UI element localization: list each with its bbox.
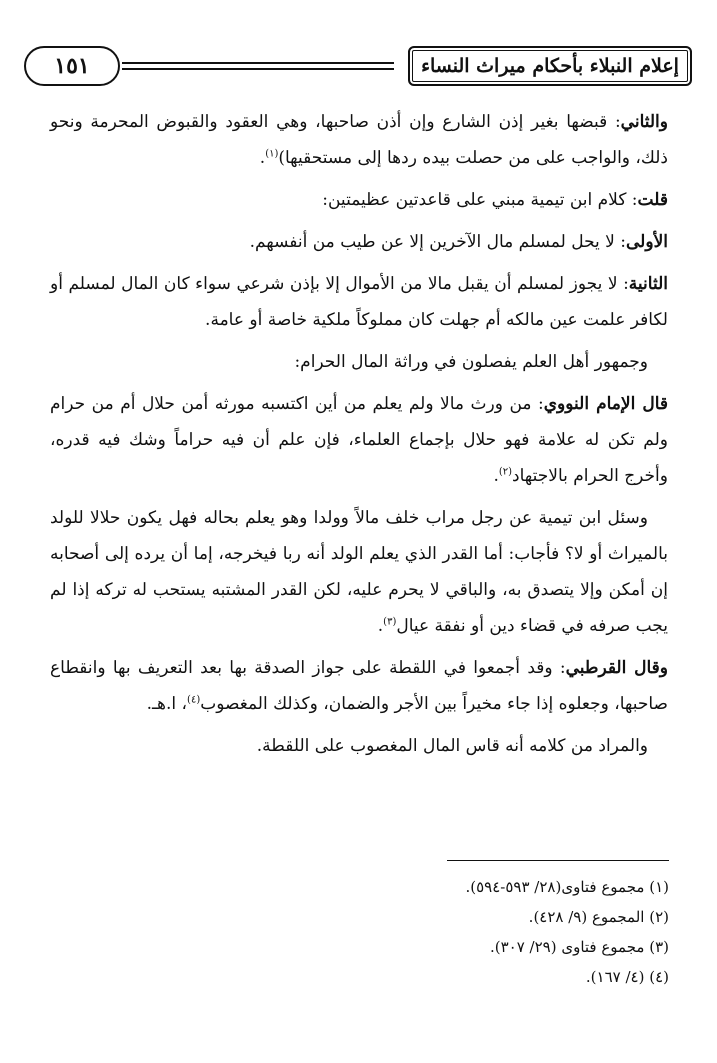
paragraph (50, 266, 668, 338)
paragraph-end: . (377, 616, 384, 636)
paragraph-lead: والثاني (620, 112, 668, 132)
paragraph (50, 500, 668, 644)
footnote: (٤) (٤/ ١٦٧). (585, 968, 669, 986)
paragraph-text: : لا يجوز لمسلم أن يقبل مالا من الأموال إلا بإذن شرعي سواء كان المال لمسلم أو لكافر علمت عين مالكه أم جهلت كان مملوكاً ملكية خاصة أو عامة. (50, 274, 668, 330)
header-rule (122, 68, 394, 70)
header-rule (122, 62, 394, 64)
book-title: إعلام النبلاء بأحكام ميراث النساء (408, 46, 692, 86)
paragraph-text: : وقد أجمعوا في اللقطة على جواز الصدقة بها بعد التعريف بها وانقطاع صاحبها، وجعلوه إذا جاء مخيراً بين الأجر والضمان، وكذلك المغصوب (50, 658, 668, 714)
paragraph-end: . (493, 466, 499, 486)
footnote: (١) مجموع فتاوى(٢٨/ ٥٩٣-٥٩٤). (465, 878, 669, 896)
paragraph-end: . (259, 148, 266, 168)
footnote-ref: (٣) (383, 616, 397, 628)
page-number: ١٥١ (24, 46, 120, 86)
paragraph (50, 650, 668, 722)
paragraph (50, 344, 668, 380)
paragraph-lead: قال الإمام النووي (543, 394, 669, 414)
paragraph-text: : لا يحل لمسلم مال الآخرين إلا عن طيب من أنفسهم. (249, 232, 627, 252)
paragraph-lead: الثانية (628, 274, 668, 294)
footnote: (٢) المجموع (٩/ ٤٢٨). (528, 908, 669, 926)
paragraph (50, 182, 668, 218)
footnote-ref: (١) (265, 148, 279, 160)
paragraph-text: : كلام ابن تيمية مبني على قاعدتين عظيمتين: (322, 190, 638, 210)
paragraph-lead: وقال القرطبي (565, 658, 668, 678)
footnote: (٣) مجموع فتاوى (٢٩/ ٣٠٧). (489, 938, 669, 956)
paragraph (50, 386, 668, 494)
page-body (50, 104, 668, 770)
footnote-ref: (٤) (187, 694, 201, 706)
footnote-separator (447, 860, 669, 861)
paragraph (50, 224, 668, 260)
paragraph-text: : من ورث مالا ولم يعلم من أين اكتسبه مورثه أمن حلال أم من حرام ولم تكن له علامة فهو حلال بإجماع العلماء، فإن علم أن فيه حراماً وشك فيه قدره، وأخرج الحرام بالاجتهاد (50, 394, 668, 486)
paragraph-lead: الأولى (626, 232, 668, 252)
paragraph (50, 728, 668, 764)
paragraph-end: ، ا.هـ. (146, 694, 188, 714)
paragraph-text: وسئل ابن تيمية عن رجل مراب خلف مالاً وولدا وهو يعلم بحاله فهل يكون حلالا للولد بالميراث أو لا؟ فأجاب: أما القدر الذي يعلم الولد أنه ربا فيخرجه، إما أن يرده إلى أصحابه إن أمكن وإلا يتصدق به، والباقي لا يحرم عليه، لكن القدر المشتبه يستحب له تركه إذا لم يجب صرفه في قضاء دين أو نفقة عيال (50, 508, 668, 636)
paragraph-text: والمراد من كلامه أنه قاس المال المغصوب على اللقطة. (256, 736, 648, 756)
footnote-ref: (٢) (498, 466, 513, 478)
paragraph-lead: قلت (637, 190, 668, 210)
footnotes (51, 872, 669, 992)
paragraph (50, 104, 668, 176)
page-header (22, 44, 694, 92)
paragraph-text: وجمهور أهل العلم يفصلون في وراثة المال الحرام: (294, 352, 648, 372)
paragraph-text: : قبضها بغير إذن الشارع وإن أذن صاحبها، وهي العقود والقبوض المحرمة ونحو ذلك، والواجب على من حصلت بيده ردها إلى مستحقيها) (50, 112, 668, 168)
